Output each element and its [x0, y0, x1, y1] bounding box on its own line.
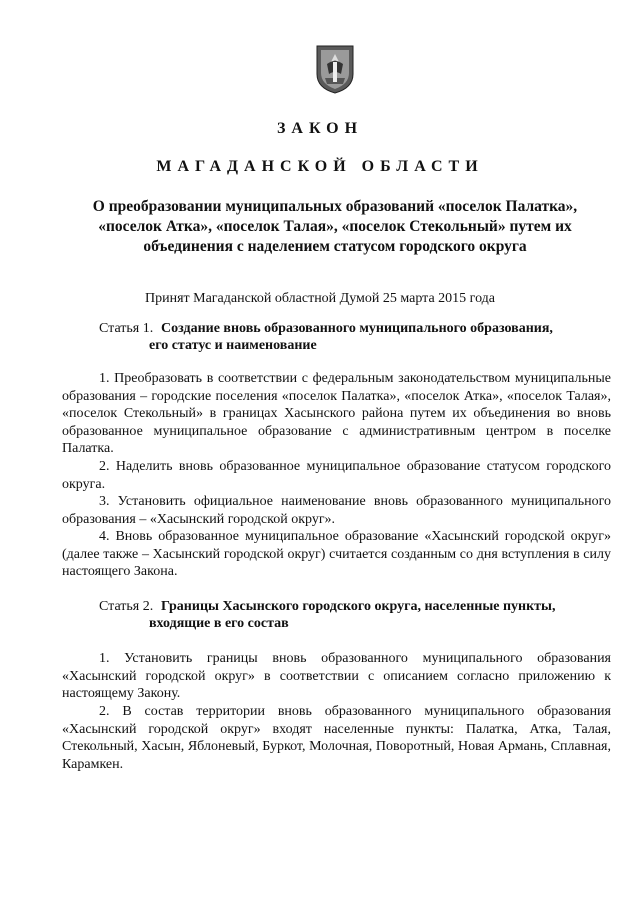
article-1-title: Создание вновь образованного муниципального образования, — [161, 321, 553, 336]
article-2-title-line2: входящие в его состав — [149, 616, 289, 631]
article-1-paragraph-1: 1. Преобразовать в соответствии с федеральным законодательством муниципальные образования – городские поселения «поселок Палатка», «поселок Атка», «поселок Талая», «поселок Стекольный» в границах Хасынского района путем их объединения во вновь образованное муниципальное образование с административным центром в поселке Палатка. — [62, 371, 611, 456]
article-1-paragraph-2: 2. Наделить вновь образованное муниципальное образование статусом городского округа. — [62, 459, 611, 492]
article-1-label: Статья 1. — [99, 321, 154, 336]
article-2-label: Статья 2. — [99, 599, 154, 614]
article-1-paragraph-4: 4. Вновь образованное муниципальное образование «Хасынский городской округ» (далее также – Хасынский городской округ) считается созданным со дня вступления в силу настоящего Закона. — [62, 529, 611, 579]
law-title: О преобразовании муниципальных образований «поселок Палатка», «поселок Атка», «поселок Талая», «поселок Стекольный» путем их объединения с наделением статусом городского округа — [92, 198, 578, 255]
article-2-paragraph-1: 1. Установить границы вновь образованного муниципального образования «Хасынский городской округ» в соответствии с описанием согласно приложению к настоящему Закону. — [62, 651, 611, 701]
article-2-heading — [99, 598, 611, 632]
article-1-heading — [99, 320, 611, 354]
article-1-title-line2: его статус и наименование — [149, 338, 317, 353]
region-heading: МАГАДАНСКОЙ ОБЛАСТИ — [156, 158, 484, 175]
article-2-title: Границы Хасынского городского округа, населенные пункты, — [161, 599, 556, 614]
adoption-note: Принят Магаданской областной Думой 25 марта 2015 года — [144, 291, 496, 306]
document-type-heading: ЗАКОН — [276, 120, 364, 137]
coat-of-arms-emblem — [315, 44, 355, 94]
article-1-paragraph-3: 3. Установить официальное наименование вновь образованного муниципального образования – «Хасынский городской округ». — [62, 494, 611, 527]
article-2-paragraph-2: 2. В состав территории вновь образованного муниципального образования «Хасынский городской округ» входят населенные пункты: Палатка, Атка, Талая, Стекольный, Хасын, Яблоневый, Буркот, Молочная, Поворотный, Новая Армань, Сплавная, Карамкен. — [62, 704, 611, 772]
